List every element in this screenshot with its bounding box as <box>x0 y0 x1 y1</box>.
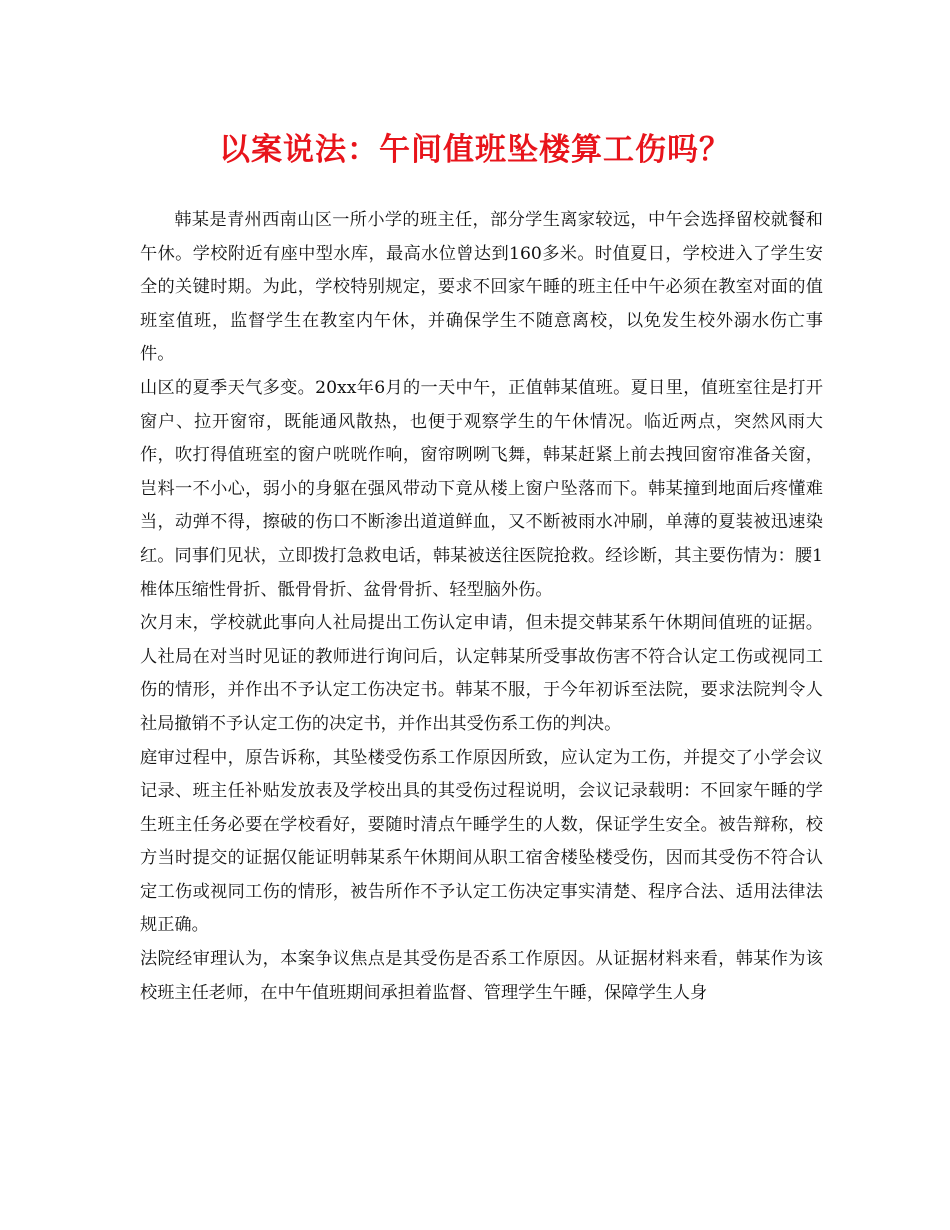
paragraph: 韩某是青州西南山区一所小学的班主任，部分学生离家较远，中午会选择留校就餐和午休。学校附近有座中型水库，最高水位曾达到160多米。时值夏日，学校进入了学生安全的关键时期。为此，学校特别规定，要求不回家午睡的班主任中午必须在教室对面的值班室值班，监督学生在教室内午休，并确保学生不随意离校，以免发生校外溺水伤亡事件。 <box>140 210 823 365</box>
document-body <box>140 204 823 1010</box>
paragraph: 法院经审理认为，本案争议焦点是其受伤是否系工作原因。从证据材料来看，韩某作为该校班主任老师，在中午值班期间承担着监督、管理学生午睡，保障学生人身 <box>140 949 823 1003</box>
paragraph: 次月末，学校就此事向人社局提出工伤认定申请，但未提交韩某系午休期间值班的证据。人社局在对当时见证的教师进行询问后，认定韩某所受事故伤害不符合认定工伤或视同工伤的情形，并作出不予认定工伤决定书。韩某不服，于今年初诉至法院，要求法院判令人社局撤销不予认定工伤的决定书，并作出其受伤系工伤的判决。 <box>140 613 823 734</box>
document-title: 以案说法：午间值班坠楼算工伤吗？ <box>219 132 731 168</box>
paragraph: 山区的夏季天气多变。20xx年6月的一天中午，正值韩某值班。夏日里，值班室往是打开窗户、拉开窗帘，既能通风散热，也便于观察学生的午休情况。临近两点，突然风雨大作，吹打得值班室的窗户咣咣作响，窗帘咧咧飞舞，韩某赶紧上前去拽回窗帘准备关窗，岂料一不小心，弱小的身躯在强风带动下竟从楼上窗户坠落而下。韩某撞到地面后疼懂难当，动弹不得，擦破的伤口不断渗出道道鲜血，又不断被雨水冲刷，单薄的夏装被迅速染红。同事们见状，立即拨打急救电话，韩某被送往医院抢救。经诊断，其主要伤情为：腰1椎体压缩性骨折、骶骨骨折、盆骨骨折、轻型脑外伤。 <box>140 377 823 600</box>
paragraph: 庭审过程中，原告诉称，其坠楼受伤系工作原因所致，应认定为工伤，并提交了小学会议记录、班主任补贴发放表及学校出具的其受伤过程说明，会议记录载明：不回家午睡的学生班主任务必要在学校看好，要随时清点午睡学生的人数，保证学生安全。被告辩称，校方当时提交的证据仅能证明韩某系午休期间从职工宿舍楼坠楼受伤，因而其受伤不符合认定工伤或视同工伤的情形，被告所作不予认定工伤决定事实清楚、程序合法、适用法律法规正确。 <box>140 747 823 936</box>
